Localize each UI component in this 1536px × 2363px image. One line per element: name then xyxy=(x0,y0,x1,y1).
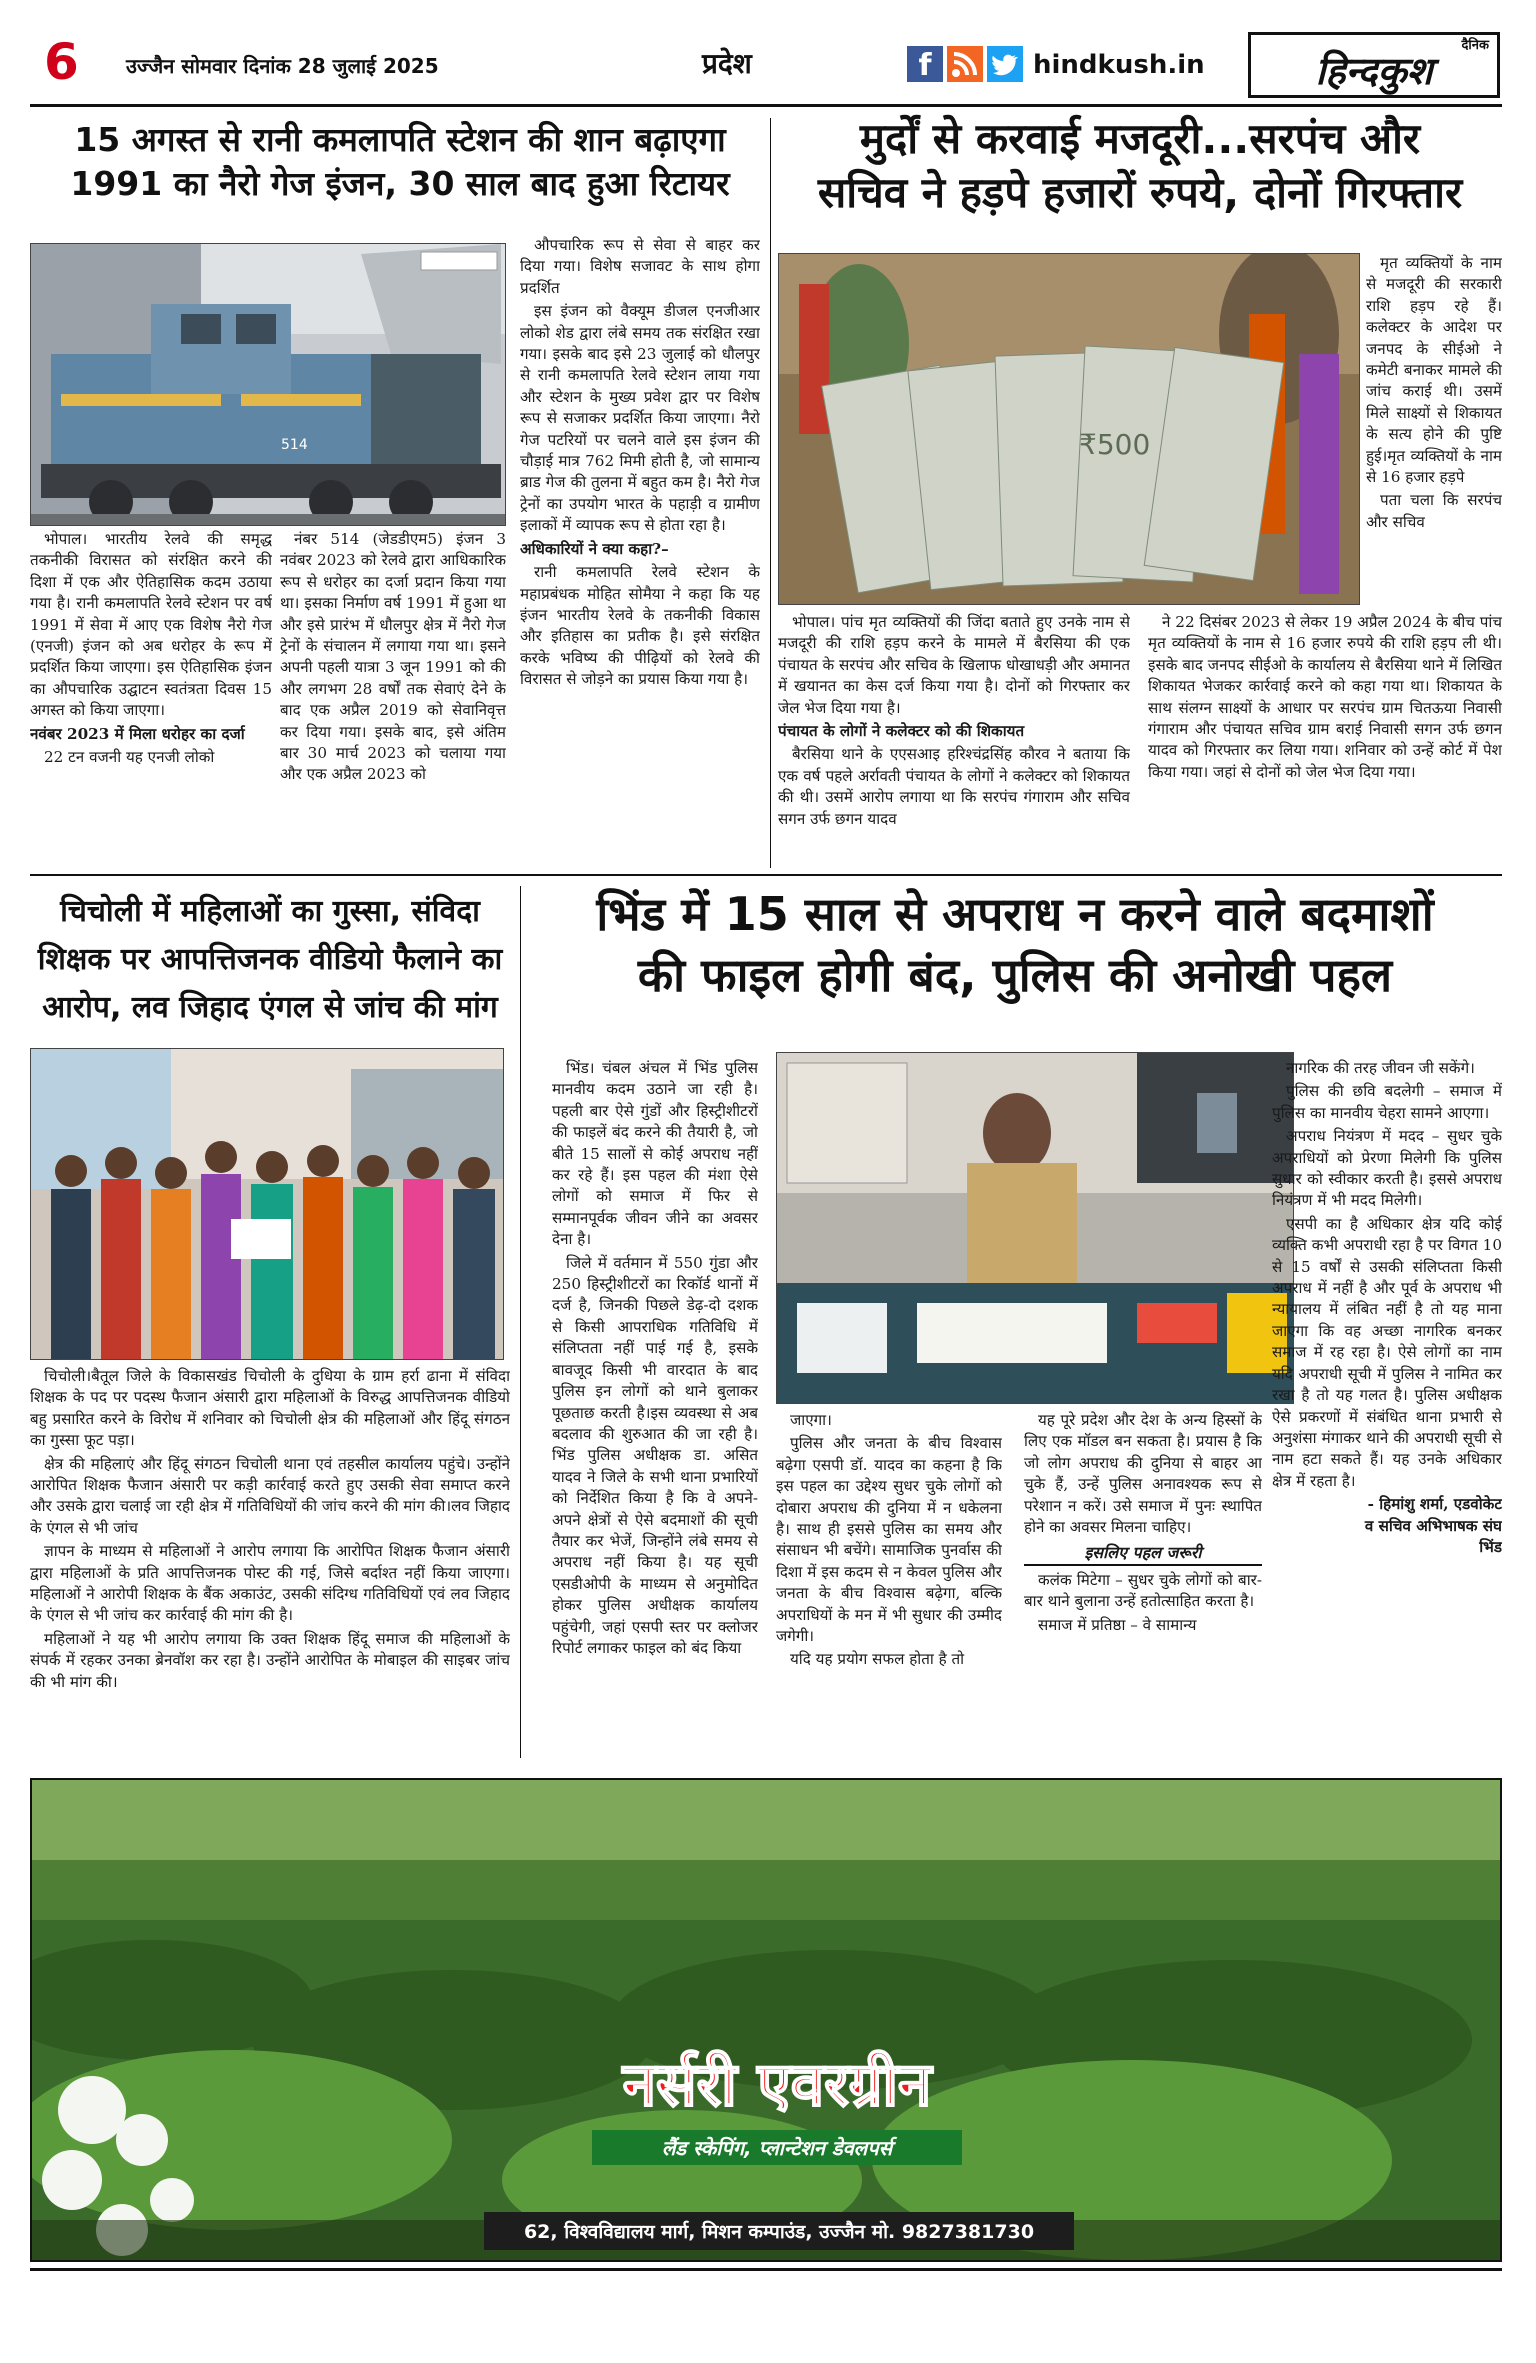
dateline: उज्जैन सोमवार दिनांक 28 जुलाई 2025 xyxy=(126,54,439,78)
vertical-divider-middle xyxy=(520,886,521,1758)
story4-col3: यह पूरे प्रदेश और देश के अन्य हिस्सों के लिए एक मॉडल बन सकता है। प्रयास है कि जो लोग अपराध की दुनिया से बाहर आ चुके हैं, उन्हें पुलिस अनावश्यक रूप से परेशान न करें। उसे समाज में पुनः स्थापित होने का अवसर मिलना चाहिए। इसलिए पहल जरूरी कलंक मिटेगा – सुधर चुके लोगों को बार-बार थाने बुलाना उन्हें हतोत्साहित करता है। समाज में प्रतिष्ठा – वे सामान्य xyxy=(1024,1411,1262,1634)
story1-col2: नंबर 514 (जेडडीएम5) इंजन 3 नवंबर 2023 को रेलवे द्वारा आधिकारिक रूप से धरोहर का दर्जा प्रदान किया गया था। इसका निर्माण वर्ष 1991 में हुआ था और इसे प्रारंभ में धौलपुर क्षेत्र में नैरो गेज ट्रेनों के संचालन में लगाया गया था। इसने अपनी पहली यात्रा 3 जून 1991 को की और लगभग 28 वर्षों तक सेवाएं देने के बाद एक अप्रैल 2019 को सेवानिवृत्त कर दिया गया। इसके बाद, इसे अंतिम बार 30 मार्च 2023 को चलाया गया और एक अप्रैल 2023 को xyxy=(280,530,506,784)
story1-headline: 15 अगस्त से रानी कमलापति स्टेशन की शान बढ़ाएगा 1991 का नैरो गेज इंजन, 30 साल बाद हुआ रिटायर xyxy=(70,120,730,203)
note-value-text: ₹500 xyxy=(1079,428,1151,461)
story2-money-photo xyxy=(778,253,1360,605)
header-rule xyxy=(30,104,1502,107)
story4-police-photo xyxy=(776,1052,1294,1404)
story2-col1: भोपाल। पांच मृत व्यक्तियों की जिंदा बताते हुए उनके नाम से मजदूरी की राशि हड़प करने के मामले में बैरसिया की एक पंचायत के सरपंच और सचिव के खिलाफ धोखाधड़ी और अमानत में खयानत का केस दर्ज किया गया है। दोनों को गिरफ्तार कर जेल भेज दिया गया है। पंचायत के लोगों ने कलेक्टर को की शिकायत बैरसिया थाने के एएसआइ हरिश्चंद्रसिंह कौरव ने बताया कि एक वर्ष पहले अर्रावती पंचायत के लोगों ने कलेक्टर को शिकायत की थी। उसमें आरोप लगाया था कि सरपंच गंगाराम और सचिव सगन उर्फ छगन यादव xyxy=(778,613,1130,828)
ad-address: 62, विश्वविद्यालय मार्ग, मिशन कम्पाउंड, उज्जैन मो. 9827381730 xyxy=(484,2212,1074,2250)
page-number: 6 xyxy=(44,33,79,91)
story4-col1: भिंड। चंबल अंचल में भिंड पुलिस मानवीय कदम उठाने जा रही है। पहली बार ऐसे गुंडों और हिस्ट्रीशीटरों की फाइलें बंद करने की तैयारी है, जो बीते 15 सालों से कोई अपराध नहीं कर रहे हैं। इस पहल की मंशा ऐसे लोगों को समाज में फिर से सम्मानपूर्वक जीवन जीने का अवसर देना है। जिले में वर्तमान में 550 गुंडा और 250 हिस्ट्रीशीटरों का रिकॉर्ड थानों में दर्ज है, जिनकी पिछले डेढ़-दो दशक से किसी आपराधिक गतिविधि में संलिप्तता नहीं पाई गई है, इसके बावजूद किसी भी वारदात के बाद पुलिस इन लोगों को थाने बुलाकर पूछताछ करती है।इस व्यवस्था से अब बदलाव की शुरुआत की जा रही है। भिंड पुलिस अधीक्षक डा. असित यादव ने जिले के सभी थाना प्रभारियों को निर्देशित किया है कि वे अपने-अपने क्षेत्रों से ऐसे बदमाशों की सूची तैयार कर भेजें, जिन्होंने लंबे समय से अपराध नहीं किया है। यह सूची एसडीओपी के माध्यम से अनुमोदित होकर पुलिस अधीक्षक कार्यालय पहुंचेगी, जहां एसपी स्तर पर क्लोजर रिपोर्ट लगाकर फाइल को बंद किया xyxy=(552,1059,758,1657)
middle-rule xyxy=(30,874,1502,876)
bottom-rule xyxy=(30,2268,1502,2271)
masthead xyxy=(30,28,1502,106)
story3-protest-photo xyxy=(30,1048,504,1360)
byline: - हिमांशु शर्मा, एडवोकेट व सचिव अभिभाषक संघ भिंड xyxy=(1364,1495,1502,1556)
story1-col1: भोपाल। भारतीय रेलवे की समृद्ध तकनीकी विरासत को संरक्षित करने की दिशा में एक और ऐतिहासिक कदम उठाया गया है। रानी कमलापति रेलवे स्टेशन पर वर्ष 1991 में सेवा में आए एक विशेष नैरो गेज (एनजी) इंजन को अब धरोहर के रूप में प्रदर्शित किया जाएगा। इस ऐतिहासिक इंजन का औपचारिक उद्घाटन स्वतंत्रता दिवस 15 अगस्त को किया जाएगा। नवंबर 2023 में मिला धरोहर का दर्जा 22 टन वजनी यह एनजी लोको xyxy=(30,530,272,767)
twitter-icon[interactable] xyxy=(987,46,1023,82)
story2-col2: ने 22 दिसंबर 2023 से लेकर 19 अप्रैल 2024 के बीच पांच मृत व्यक्तियों के नाम से 16 हजार रुपये की राशि हड़प ली थी। इसके बाद जनपद सीईओ के कार्यालय से बैरसिया थाने में लिखित शिकायत भेजकर कार्रवाई करने को कहा गया था। शिकायत के साथ संलग्न साक्ष्यों के आधार पर सरपंच ग्राम चितऊया निवासी गंगाराम और पंचायत सचिव ग्राम बराई निवासी सगन उर्फ छगन यादव को गिरफ्तार कर लिया गया। शनिवार को उन्हें कोर्ट में पेश किया गया। जहां से दोनों को जेल भेज दिया गया। xyxy=(1148,613,1502,781)
ad-title: नर्सरी एवरग्रीन xyxy=(622,2050,932,2120)
site-url[interactable]: hindkush.in xyxy=(1033,50,1205,80)
story3-headline: चिचोली में महिलाओं का गुस्सा, संविदा शिक्षक पर आपत्तिजनक वीडियो फैलाने का आरोप, लव जिहाद एंगल से जांच की मांग xyxy=(37,894,503,1025)
story2-headline: मुर्दों से करवाई मजदूरी...सरपंच और सचिव ने हड़पे हजारों रुपये, दोनों गिरफ्तार xyxy=(817,114,1463,217)
box-title: इसलिए पहल जरूरी xyxy=(1024,1542,1262,1565)
nursery-advertisement[interactable] xyxy=(30,1778,1502,2262)
facebook-icon[interactable]: f xyxy=(907,46,943,82)
rss-icon[interactable] xyxy=(947,46,983,82)
paper-logo: दैनिक हिन्दकुश xyxy=(1248,32,1500,98)
ad-subtitle: लैंड स्केपिंग, प्लान्टेशन डेवलपर्स xyxy=(592,2130,962,2165)
story3-body: चिचोली।बैतूल जिले के विकासखंड चिचोली के दुधिया के ग्राम हर्रा ढाना में संविदा शिक्षक के पद पर पदस्थ फैजान अंसारी द्वारा महिलाओं के विरुद्ध आपत्तिजनक वीडियो बहु प्रसारित करने के विरोध में शनिवार को चिचोली क्षेत्र की महिलाओं और हिंदू संगठन का गुस्सा फूट पड़ा। क्षेत्र की महिलाएं और हिंदू संगठन चिचोली थाना एवं तहसील कार्यालय पहुंचे। उन्होंने आरोपित शिक्षक फैजान अंसारी पर कड़ी कार्रवाई करते हुए उसकी सेवा समाप्त करने और उसके द्वारा चलाई जा रही क्षेत्र में गतिविधियों की जांच करने की मांग की।लव जिहाद के एंगल से भी जांच ज्ञापन के माध्यम से महिलाओं ने आरोप लगाया कि आरोपित शिक्षक फैजान अंसारी द्वारा महिलाओं के प्रति आपत्तिजनक पोस्ट की गई, जिसे बर्दाश्त नहीं किया जाएगा। महिलाओं ने आरोपी शिक्षक के बैंक अकाउंट, उसकी संदिग्ध गतिविधियों एवं लव जिहाद के एंगल से भी जांच कर कार्रवाई की मांग की है। महिलाओं ने यह भी आरोप लगाया कि उक्त शिक्षक हिंदू समाज की महिलाओं के संपर्क में रहकर उनका ब्रेनवॉश कर रहा है। उन्होंने आरोपित के मोबाइल की साइबर जांच की भी मांग की। xyxy=(30,1367,510,1691)
story1-engine-photo xyxy=(30,243,506,526)
section-label: प्रदेश xyxy=(702,47,752,80)
story1-col3: औपचारिक रूप से सेवा से बाहर कर दिया गया। विशेष सजावट के साथ होगा प्रदर्शित इस इंजन को वैक्यूम डीजल एनजीआर लोको शेड द्वारा लंबे समय तक संरक्षित रखा गया। इसके बाद इसे 23 जुलाई को धौलपुर से रानी कमलापति रेलवे स्टेशन लाया गया और स्टेशन के मुख्य प्रवेश द्वार पर विशेष रूप से सजाकर प्रदर्शित किया जाएगा। नैरो गेज पटरियों पर चलने वाले इस इंजन की चौड़ाई मात्र 762 मिमी होती है, जो सामान्य ब्राड गेज की तुलना में बहुत कम है। नैरो गेज ट्रेनों का उपयोग भारत के पहाड़ी व ग्रामीण इलाकों में व्यापक रूप से होता रहा है। अधिकारियों ने क्या कहा?– रानी कमलापति रेलवे स्टेशन के महाप्रबंधक मोहित सोमैया ने कहा कि यह इंजन भारतीय रेलवे के तकनीकी विकास और इतिहास का प्रतीक है। इसे संरक्षित करके भविष्य की पीढ़ियों को रेलवे की विरासत से जोड़ने का प्रयास किया गया है। xyxy=(520,236,760,689)
engine-number-text: 514 xyxy=(281,437,308,453)
vertical-divider-top xyxy=(770,118,771,868)
story4-col4: नागरिक की तरह जीवन जी सकेंगे। पुलिस की छवि बदलेगी – समाज में पुलिस का मानवीय चेहरा सामने आएगा। अपराध नियंत्रण में मदद – सुधर चुके अपराधियों को प्रेरणा मिलेगी कि पुलिस सुधार को स्वीकार करती है। इससे अपराध नियंत्रण में भी मदद मिलेगी। एसपी का है अधिकार क्षेत्र यदि कोई व्यक्ति कभी अपराधी रहा है पर विगत 10 से 15 वर्षों से उसकी संलिप्तता किसी अपराध में नहीं है और पूर्व के अपराध भी न्यायालय में लंबित नहीं है तो यह माना जाएगा कि वह अच्छा नागरिक बनकर समाज में रह रहा है। ऐसे लोगों का नाम यदि अपराधी सूची में पुलिस ने नामित कर रखा है तो यह गलत है। पुलिस अधीक्षक ऐसे प्रकरणों में संबंधित थाना प्रभारी से अनुशंसा मंगाकर थाने की अपराधी सूची से नाम हटा सकते हैं। यह उनके अधिकार क्षेत्र में रहता है। - हिमांशु शर्मा, एडवोकेट व सचिव अभिभाषक संघ भिंड xyxy=(1272,1058,1502,1758)
story2-side-col: मृत व्यक्तियों के नाम से मजदूरी की सरकारी राशि हड़प रहे हैं। कलेक्टर के आदेश पर जनपद के सीईओ ने कमेटी बनाकर मामले की जांच कराई थी। उसमें मिले साक्ष्यों से शिकायत के सत्य होने की पुष्टि हुई।मृत व्यक्तियों के नाम से 16 हजार हड़पे पता चला कि सरपंच और सचिव xyxy=(1366,254,1502,531)
story4-col2: जाएगा। पुलिस और जनता के बीच विश्वास बढ़ेगा एसपी डॉ. यादव का कहना है कि इस पहल का उद्देश्य सुधर चुके लोगों को दोबारा अपराध की दुनिया में न धकेलना है। साथ ही इससे पुलिस का समय और संसाधन भी बचेंगे। सामाजिक पुनर्वास की दिशा में इस कदम से न केवल पुलिस और जनता के बीच विश्वास बढ़ेगा, बल्कि अपराधियों के मन में भी सुधार की उम्मीद जगेगी। यदि यह प्रयोग सफल होता है तो xyxy=(776,1411,1002,1669)
story4-headline: भिंड में 15 साल से अपराध न करने वाले बदमाशों की फाइल होगी बंद, पुलिस की अनोखी पहल xyxy=(596,887,1434,1002)
